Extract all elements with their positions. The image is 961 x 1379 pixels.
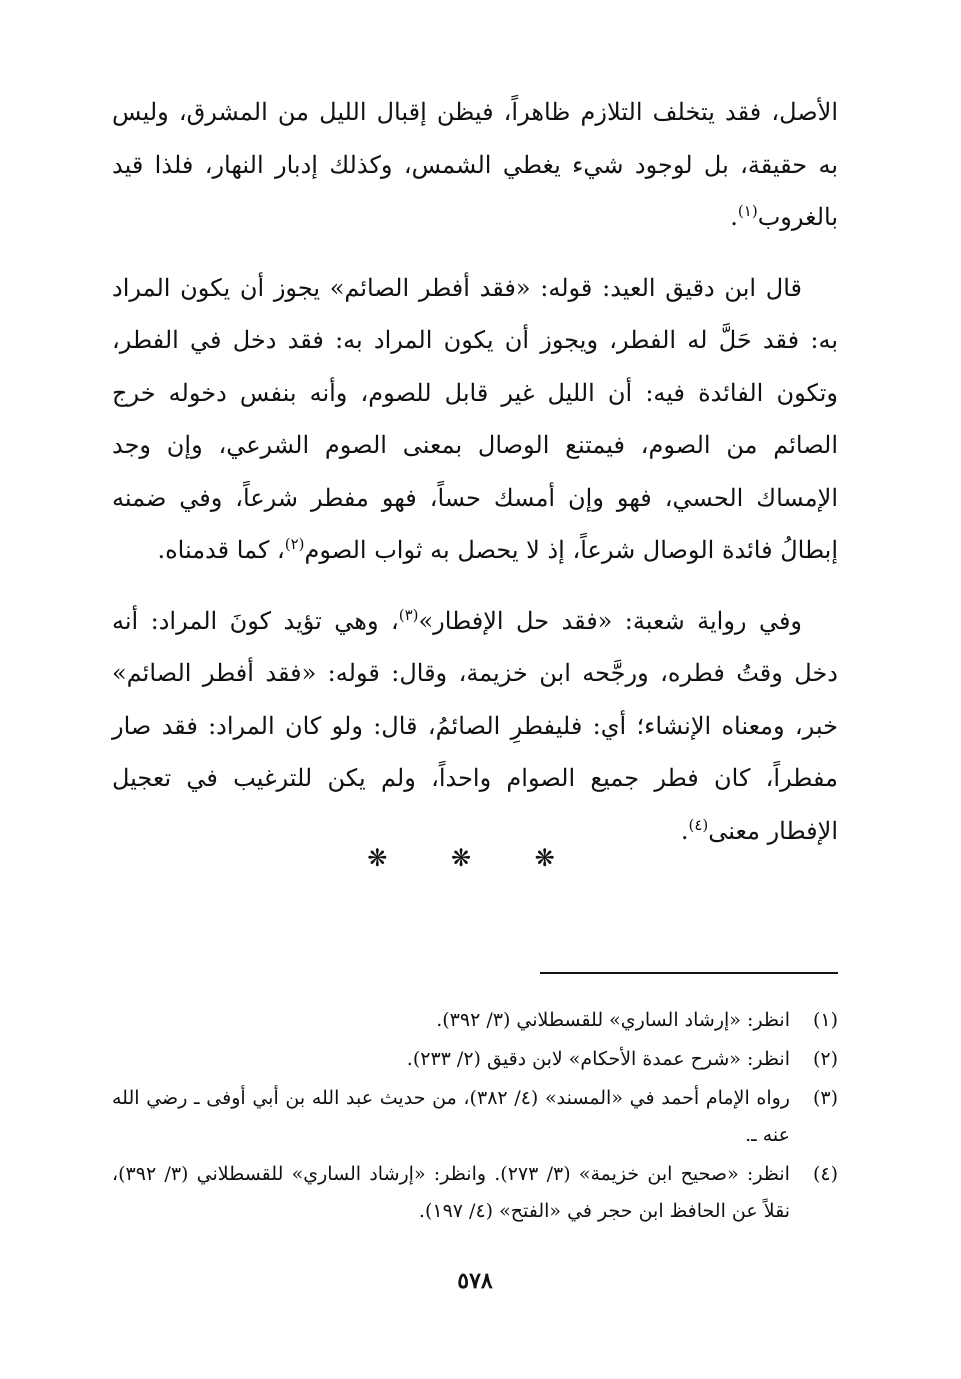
footnote-number: (١) <box>812 1009 838 1031</box>
footnotes <box>112 1002 838 1232</box>
paragraph-end: . <box>730 203 738 231</box>
footnote-1 <box>112 1002 838 1039</box>
paragraph-end: . <box>680 816 689 845</box>
paragraph-2 <box>112 262 838 577</box>
footnote-number: (٣) <box>812 1087 838 1109</box>
paragraph-end: ، كما قدمناه. <box>157 536 285 564</box>
footnote-text: انظر: «شرح عمدة الأحكام» لابن دقيق (٢/ ٢٣٣). <box>406 1048 790 1070</box>
paragraph-1 <box>112 86 838 244</box>
footnote-number: (٤) <box>812 1163 838 1185</box>
footnote-4 <box>112 1156 838 1230</box>
footnote-ref: (٢) <box>284 535 305 553</box>
paragraph-continuation: ، وهي تؤيد كونَ المراد: أنه دخل وقتُ فطره، ورجَّحه ابن خزيمة، وقال: قوله: «فقد أفطر الصائم» خبر، ومعناه الإنشاء؛ أي: فليفطرِ الصائمُ، قال: ولو كان المراد: فقد صار مفطراً، كان فطر جميع الصوام واحداً، ولم يكن للترغيب في تعجيل الإفطار معنى <box>112 606 838 845</box>
paragraph-text: قال ابن دقيق العيد: قوله: «فقد أفطر الصائم» يجوز أن يكون المراد به: فقد حَلَّ له الفطر، ويجوز أن يكون المراد به: فقد دخل في الفطر، وتكون الفائدة فيه: أن الليل غير قابل للصوم، وأنه بنفس دخوله خرج الصائم من الصوم، فيمتنع الوصال بمعنى الصوم الشرعي، وإن وجد الإمساك الحسي، فهو وإن أمسك حساً، فهو مفطر شرعاً، وفي ضمنه إبطالُ فائدة الوصال شرعاً، إذ لا يحصل به ثواب الصوم <box>112 273 838 564</box>
footnote-text: انظر: «صحيح ابن خزيمة» (٣/ ٢٧٣). وانظر: «إرشاد الساري» للقسطلاني (٣/ ٣٩٢)، نقلاً عن الحافظ ابن حجر في «الفتح» (٤/ ١٩٧). <box>112 1163 790 1222</box>
section-separator: ❋ ❋ ❋ <box>367 844 583 872</box>
footnote-2 <box>112 1041 838 1078</box>
footnote-ref: (٤) <box>688 815 709 834</box>
footnote-text: رواه الإمام أحمد في «المسند» (٤/ ٣٨٢)، من حديث عبد الله بن أبي أوفى ـ رضي الله عنه ـ. <box>112 1087 790 1146</box>
footnote-divider <box>540 972 838 974</box>
footnote-text: انظر: «إرشاد الساري» للقسطلاني (٣/ ٣٩٢). <box>436 1009 790 1031</box>
paragraph-text: وفي رواية شعبة: «فقد حل الإفطار» <box>418 606 803 635</box>
footnote-number: (٢) <box>812 1048 838 1070</box>
paragraph-text: الأصل، فقد يتخلف التلازم ظاهراً، فيظن إقبال الليل من المشرق، وليس به حقيقة، بل لوجود شيء يغطي الشمس، وكذلك إدبار النهار، فلذا قيد بالغروب <box>112 98 838 231</box>
footnote-ref: (١) <box>737 202 758 220</box>
document-page <box>112 86 838 1346</box>
footnote-3 <box>112 1080 838 1154</box>
footnote-ref: (٣) <box>398 605 419 624</box>
paragraph-3 <box>112 595 838 858</box>
page-number: ٥٧٨ <box>457 1268 493 1294</box>
main-text <box>112 86 838 857</box>
